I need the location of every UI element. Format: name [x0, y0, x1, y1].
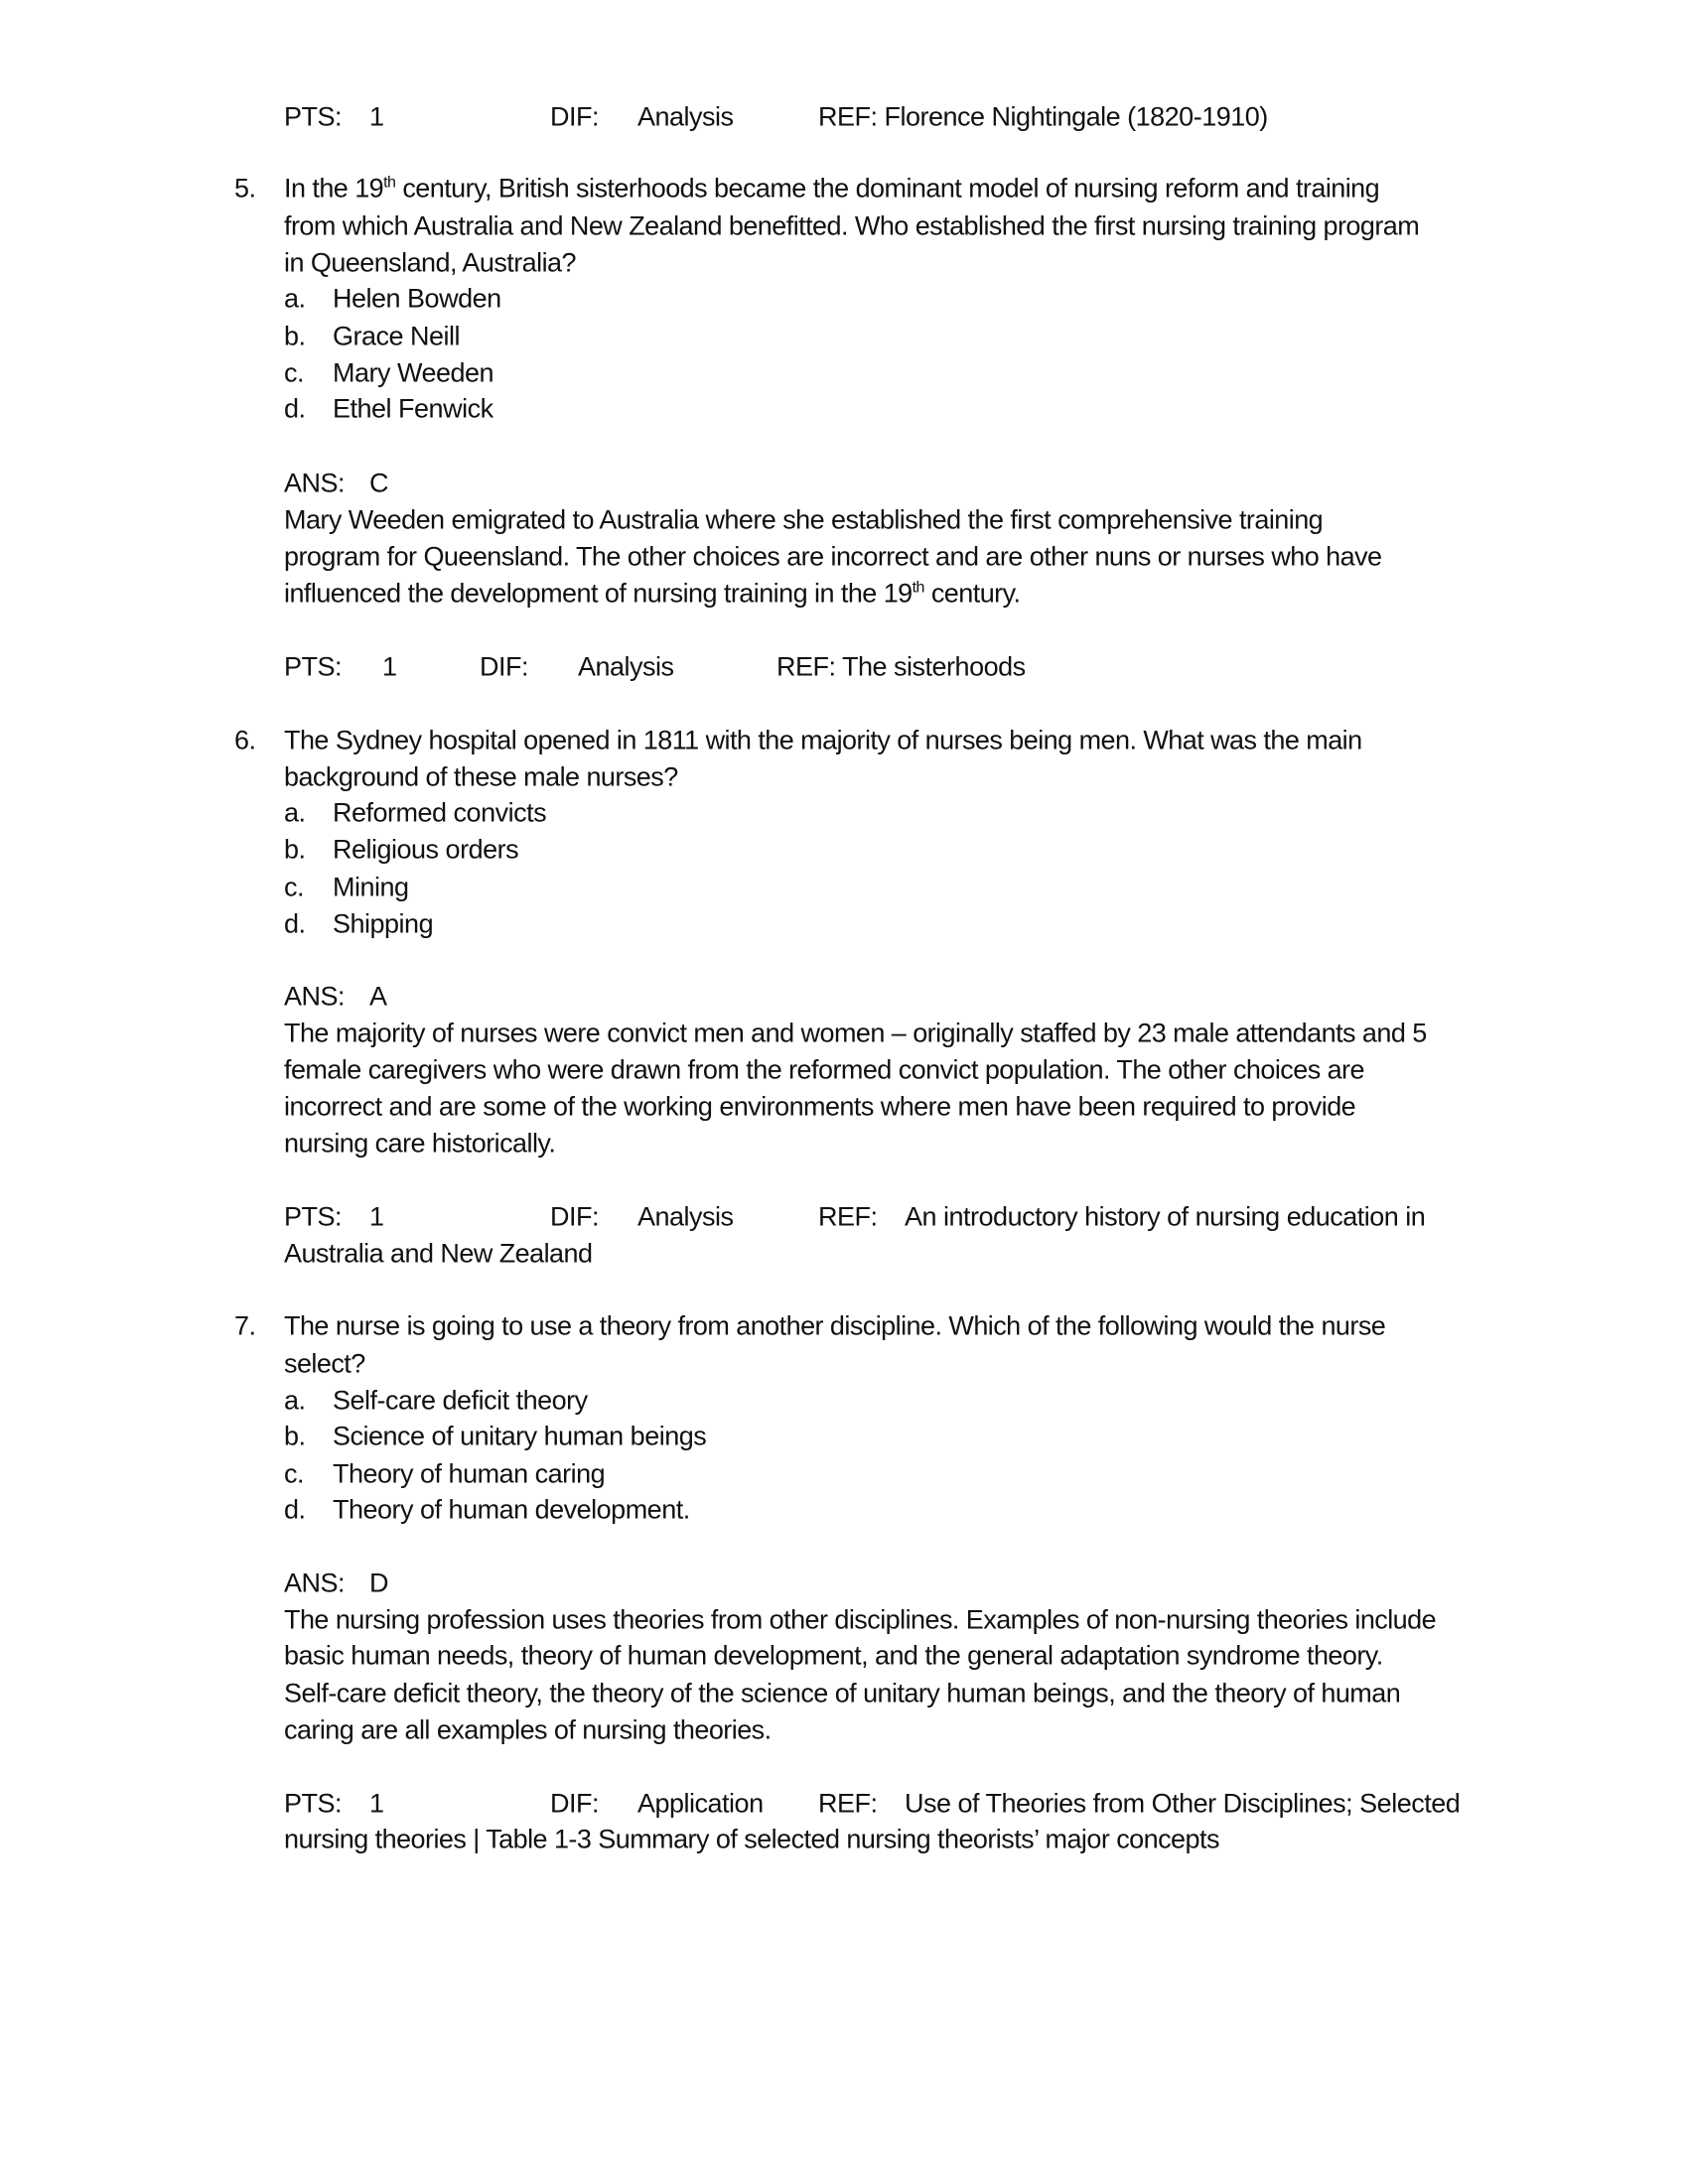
- option-letter: a.: [284, 797, 306, 828]
- answer-label: ANS:: [284, 468, 346, 498]
- option-c: Mining: [333, 872, 409, 902]
- pts-value: 1: [369, 1788, 384, 1819]
- ref-value: An introductory history of nursing education in: [905, 1201, 1426, 1232]
- option-d: Theory of human development.: [333, 1494, 690, 1525]
- option-letter: c.: [284, 872, 305, 902]
- option-d: Shipping: [333, 908, 434, 939]
- option-d: Ethel Fenwick: [333, 393, 493, 424]
- dif-value: Analysis: [578, 651, 674, 682]
- ref-continuation: nursing theories | Table 1-3 Summary of selected nursing theorists’ major concepts: [284, 1824, 1219, 1854]
- question-stem-line: background of these male nurses?: [284, 761, 678, 792]
- question-stem-line: select?: [284, 1348, 365, 1379]
- question-stem-line: The Sydney hospital opened in 1811 with the majority of nurses being men. What was the main: [284, 725, 1362, 755]
- pts-value: 1: [369, 1201, 384, 1232]
- option-letter: d.: [284, 1494, 306, 1525]
- rationale-line: incorrect and are some of the working environments where men have been required to provide: [284, 1091, 1356, 1122]
- ref-label: REF:: [818, 1201, 878, 1232]
- dif-label: DIF:: [550, 1788, 599, 1819]
- option-letter: b.: [284, 834, 306, 865]
- option-a: Helen Bowden: [333, 283, 501, 314]
- option-b: Religious orders: [333, 834, 519, 865]
- option-letter: d.: [284, 908, 306, 939]
- dif-value: Analysis: [637, 1201, 734, 1232]
- rationale-line: basic human needs, theory of human development, and the general adaptation syndrome theory.: [284, 1640, 1383, 1671]
- rationale-line: Self-care deficit theory, the theory of the science of unitary human beings, and the theory of human: [284, 1678, 1401, 1708]
- option-c: Mary Weeden: [333, 357, 494, 388]
- question-number: 5.: [234, 173, 256, 204]
- question-stem-line: from which Australia and New Zealand benefitted. Who established the first nursing training program: [284, 210, 1420, 241]
- question-number: 6.: [234, 725, 256, 755]
- option-c: Theory of human caring: [333, 1458, 606, 1489]
- dif-value: Application: [637, 1788, 764, 1819]
- dif-label: DIF:: [550, 1201, 599, 1232]
- answer-value: C: [369, 468, 388, 498]
- dif-label: DIF:: [550, 101, 599, 132]
- option-letter: b.: [284, 1421, 306, 1451]
- option-letter: d.: [284, 393, 306, 424]
- pts-label: PTS:: [284, 101, 343, 132]
- ref-value: REF: Florence Nightingale (1820-1910): [818, 101, 1268, 132]
- pts-label: PTS:: [284, 651, 343, 682]
- option-letter: c.: [284, 1458, 305, 1489]
- rationale-line: The majority of nurses were convict men and women – originally staffed by 23 male attendants and 5: [284, 1018, 1427, 1048]
- option-b: Science of unitary human beings: [333, 1421, 707, 1451]
- dif-label: DIF:: [480, 651, 528, 682]
- rationale-line: female caregivers who were drawn from the reformed convict population. The other choices are: [284, 1054, 1364, 1085]
- option-a: Reformed convicts: [333, 797, 547, 828]
- option-letter: a.: [284, 1385, 306, 1416]
- answer-value: A: [369, 981, 387, 1012]
- ref-continuation: Australia and New Zealand: [284, 1238, 593, 1269]
- ref-value: REF: The sisterhoods: [776, 651, 1026, 682]
- option-b: Grace Neill: [333, 321, 461, 351]
- pts-value: 1: [382, 651, 397, 682]
- pts-label: PTS:: [284, 1788, 343, 1819]
- answer-value: D: [369, 1568, 388, 1598]
- pts-value: 1: [369, 101, 384, 132]
- rationale-line: nursing care historically.: [284, 1128, 556, 1159]
- rationale-line: Mary Weeden emigrated to Australia where she established the first comprehensive training: [284, 504, 1324, 535]
- rationale-line: caring are all examples of nursing theories.: [284, 1714, 772, 1745]
- answer-label: ANS:: [284, 981, 346, 1012]
- ref-label: REF:: [818, 1788, 878, 1819]
- pts-label: PTS:: [284, 1201, 343, 1232]
- option-a: Self-care deficit theory: [333, 1385, 588, 1416]
- rationale-line: program for Queensland. The other choices are incorrect and are other nuns or nurses who have: [284, 541, 1382, 572]
- question-stem-line: The nurse is going to use a theory from another discipline. Which of the following would the nurse: [284, 1310, 1386, 1341]
- option-letter: b.: [284, 321, 306, 351]
- option-letter: c.: [284, 357, 305, 388]
- dif-value: Analysis: [637, 101, 734, 132]
- question-number: 7.: [234, 1310, 256, 1341]
- rationale-line: The nursing profession uses theories from other disciplines. Examples of non-nursing theories include: [284, 1604, 1437, 1635]
- answer-label: ANS:: [284, 1568, 346, 1598]
- rationale-line: influenced the development of nursing training in the 19th century.: [284, 578, 1021, 609]
- ref-value: Use of Theories from Other Disciplines; Selected: [905, 1788, 1461, 1819]
- question-stem-line: In the 19th century, British sisterhoods became the dominant model of nursing reform and training: [284, 173, 1380, 204]
- option-letter: a.: [284, 283, 306, 314]
- question-stem-line: in Queensland, Australia?: [284, 247, 576, 278]
